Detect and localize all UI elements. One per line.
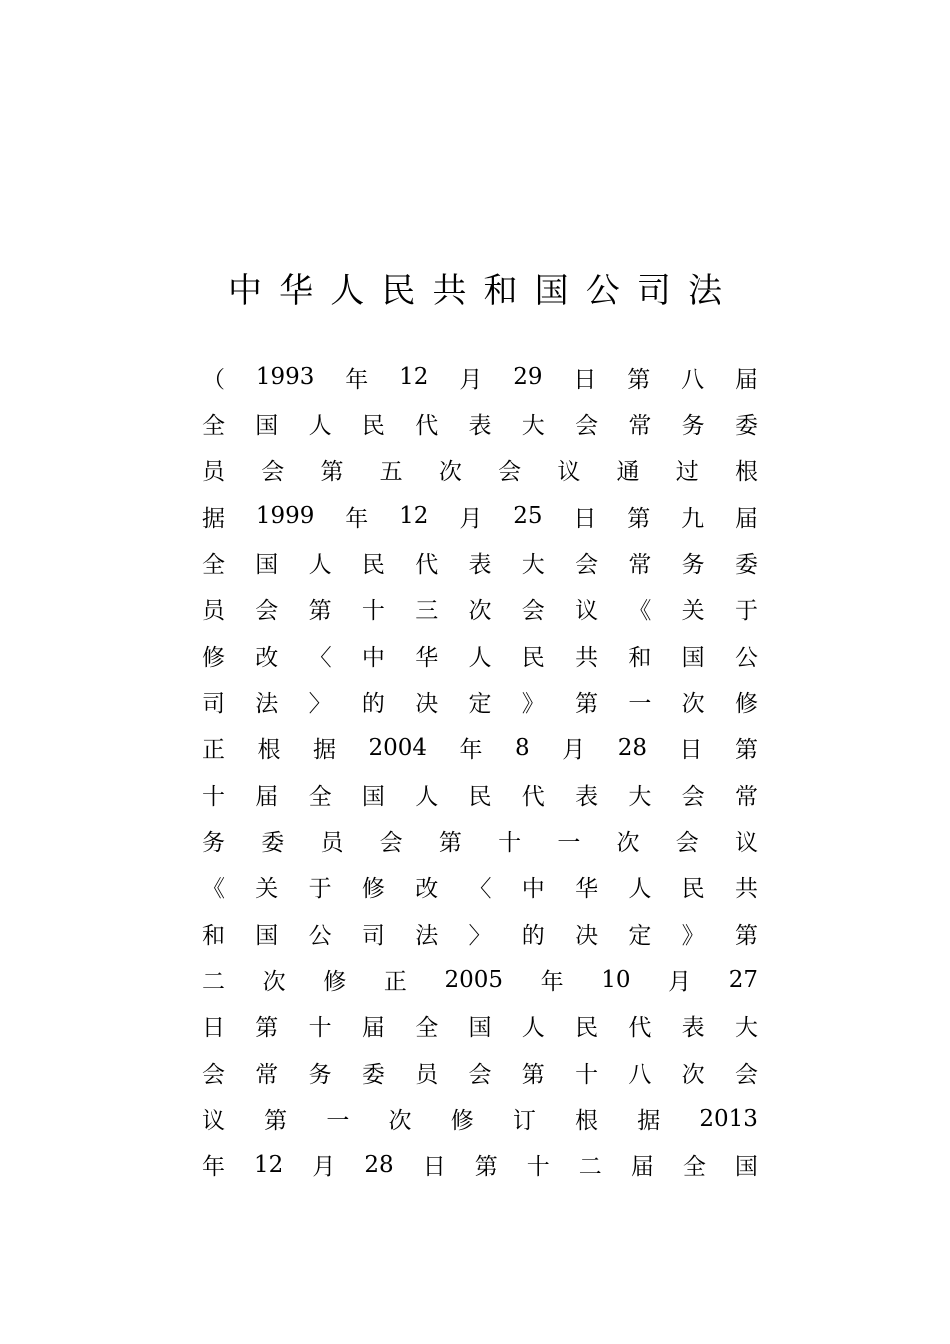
text-token: 届 bbox=[734, 505, 758, 532]
text-line bbox=[202, 824, 758, 858]
text-token: 务 bbox=[681, 551, 705, 578]
text-token: 常 bbox=[628, 551, 652, 578]
text-token: 会 bbox=[734, 1061, 758, 1088]
text-token: 次 bbox=[681, 1061, 705, 1088]
text-token: 表 bbox=[468, 551, 492, 578]
text-token: 司 bbox=[202, 690, 225, 717]
text-token: 月 bbox=[459, 366, 483, 393]
text-line bbox=[202, 1055, 758, 1089]
text-token: 和 bbox=[202, 922, 225, 949]
text-line bbox=[202, 870, 758, 904]
text-line bbox=[202, 638, 758, 672]
text-token: 次 bbox=[388, 1108, 412, 1135]
text-token: 第 bbox=[575, 690, 599, 717]
text-token: 五 bbox=[379, 459, 403, 486]
text-line bbox=[202, 684, 758, 718]
text-token: 关 bbox=[255, 876, 279, 903]
text-token: 共 bbox=[734, 876, 758, 903]
text-token: 8 bbox=[515, 734, 530, 761]
text-token: 二 bbox=[202, 969, 225, 996]
text-token: 正 bbox=[202, 737, 225, 764]
text-token: 委 bbox=[734, 412, 758, 439]
text-token: 第 bbox=[474, 1154, 498, 1181]
text-token: 12 bbox=[254, 1151, 284, 1178]
document-title bbox=[228, 262, 722, 312]
text-token: 第 bbox=[734, 737, 758, 764]
text-token: 2004 bbox=[368, 734, 428, 761]
text-token: 会 bbox=[681, 783, 705, 810]
text-token: 全 bbox=[682, 1154, 706, 1181]
text-token: 二 bbox=[578, 1154, 602, 1181]
title-character: 人 bbox=[330, 270, 365, 311]
text-token: 年 bbox=[202, 1154, 225, 1181]
text-token: 第 bbox=[521, 1061, 545, 1088]
text-token: 人 bbox=[308, 551, 332, 578]
text-token: 次 bbox=[438, 459, 462, 486]
title-character: 公 bbox=[585, 270, 620, 311]
text-token: 28 bbox=[364, 1151, 394, 1178]
text-token: 公 bbox=[308, 922, 332, 949]
text-line bbox=[202, 545, 758, 579]
text-token: 年 bbox=[459, 737, 483, 764]
text-line bbox=[202, 499, 758, 533]
text-token: 修 bbox=[202, 644, 225, 671]
title-character: 民 bbox=[381, 270, 416, 311]
text-line bbox=[202, 777, 758, 811]
text-token: 华 bbox=[415, 644, 439, 671]
text-token: 修 bbox=[450, 1108, 474, 1135]
text-token: 国 bbox=[255, 412, 279, 439]
text-token: 委 bbox=[361, 1061, 385, 1088]
text-token: 中 bbox=[361, 644, 385, 671]
text-token: 大 bbox=[628, 783, 652, 810]
text-token: 务 bbox=[681, 412, 705, 439]
text-token: 会 bbox=[575, 412, 599, 439]
text-token: 12 bbox=[399, 364, 429, 390]
text-token: 共 bbox=[575, 644, 599, 671]
text-token: 全 bbox=[415, 1015, 439, 1042]
text-token: （ bbox=[202, 366, 225, 393]
text-token: 据 bbox=[313, 737, 336, 764]
text-token: 员 bbox=[415, 1061, 439, 1088]
text-token: 十 bbox=[308, 1015, 332, 1042]
text-token: 公 bbox=[734, 644, 758, 671]
title-character: 国 bbox=[534, 270, 569, 311]
text-token: 次 bbox=[262, 969, 286, 996]
text-token: 十 bbox=[575, 1061, 599, 1088]
text-token: 议 bbox=[202, 1108, 225, 1135]
text-token: 届 bbox=[361, 1015, 385, 1042]
text-token: 日 bbox=[573, 505, 597, 532]
text-token: 员 bbox=[202, 459, 225, 486]
text-line bbox=[202, 1102, 758, 1136]
text-token: 第 bbox=[627, 505, 651, 532]
text-token: 订 bbox=[512, 1108, 536, 1135]
text-token: 大 bbox=[734, 1015, 758, 1042]
text-token: 29 bbox=[513, 364, 543, 390]
text-token: 会 bbox=[468, 1061, 492, 1088]
title-character: 中 bbox=[228, 270, 262, 311]
text-token: 月 bbox=[562, 737, 586, 764]
text-token: 表 bbox=[468, 412, 492, 439]
text-token: 法 bbox=[255, 690, 279, 717]
text-token: 国 bbox=[734, 1154, 758, 1181]
text-token: 九 bbox=[681, 505, 705, 532]
text-token: 民 bbox=[521, 644, 545, 671]
text-token: 议 bbox=[734, 830, 758, 856]
text-token: 28 bbox=[617, 734, 647, 761]
text-token: 务 bbox=[308, 1061, 332, 1088]
text-token: 十 bbox=[526, 1154, 550, 1181]
text-token: 《 bbox=[628, 598, 652, 625]
text-token: 全 bbox=[308, 783, 332, 810]
text-token: 人 bbox=[521, 1015, 545, 1042]
text-token: 过 bbox=[675, 459, 699, 486]
text-token: 代 bbox=[415, 551, 439, 578]
text-token: 据 bbox=[637, 1108, 661, 1135]
text-token: 议 bbox=[557, 459, 581, 486]
text-token: 决 bbox=[415, 690, 439, 717]
text-token: 27 bbox=[728, 966, 758, 993]
text-token: 一 bbox=[628, 690, 652, 717]
text-token: 常 bbox=[255, 1061, 279, 1088]
text-token: 十 bbox=[202, 783, 225, 810]
text-token: 日 bbox=[679, 737, 703, 764]
text-token: 全 bbox=[202, 412, 225, 439]
text-token: 〉 bbox=[308, 690, 332, 717]
text-token: 据 bbox=[202, 505, 225, 532]
text-token: 一 bbox=[557, 830, 581, 856]
text-token: 三 bbox=[415, 598, 439, 625]
text-token: 一 bbox=[326, 1108, 350, 1135]
text-token: 定 bbox=[628, 922, 652, 949]
text-token: 次 bbox=[616, 830, 640, 856]
text-token: 年 bbox=[345, 366, 369, 393]
text-token: 会 bbox=[261, 459, 285, 486]
text-token: 表 bbox=[575, 783, 599, 810]
text-token: 民 bbox=[361, 412, 385, 439]
text-token: 委 bbox=[734, 551, 758, 578]
text-token: 根 bbox=[734, 459, 758, 486]
text-token: 的 bbox=[521, 922, 545, 949]
text-line bbox=[202, 1009, 758, 1043]
text-token: 国 bbox=[255, 551, 279, 578]
text-token: 改 bbox=[255, 644, 279, 671]
text-token: 人 bbox=[415, 783, 439, 810]
text-token: 议 bbox=[575, 598, 599, 625]
text-token: 民 bbox=[681, 876, 705, 903]
text-token: 国 bbox=[681, 644, 705, 671]
text-token: 民 bbox=[575, 1015, 599, 1042]
text-token: 人 bbox=[628, 876, 652, 903]
text-token: 定 bbox=[468, 690, 492, 717]
text-token: 通 bbox=[616, 459, 640, 486]
text-token: 决 bbox=[575, 922, 599, 949]
text-token: 次 bbox=[681, 690, 705, 717]
text-token: 员 bbox=[202, 598, 225, 625]
text-token: 第 bbox=[320, 459, 344, 486]
text-token: 日 bbox=[573, 366, 597, 393]
text-token: 25 bbox=[513, 503, 543, 530]
text-token: 届 bbox=[630, 1154, 654, 1181]
text-token: 会 bbox=[575, 551, 599, 578]
text-token: 年 bbox=[540, 969, 564, 996]
text-token: 》 bbox=[521, 690, 545, 717]
text-token: 2005 bbox=[444, 966, 503, 993]
text-line bbox=[202, 1148, 758, 1182]
text-token: 日 bbox=[202, 1015, 225, 1042]
text-token: 2013 bbox=[699, 1105, 758, 1132]
text-token: 中 bbox=[521, 876, 545, 903]
text-token: 大 bbox=[521, 551, 545, 578]
text-token: 会 bbox=[202, 1061, 225, 1088]
text-token: 民 bbox=[361, 551, 385, 578]
text-token: 届 bbox=[734, 366, 758, 393]
text-token: 届 bbox=[255, 783, 279, 810]
text-token: 人 bbox=[468, 644, 492, 671]
text-token: 八 bbox=[628, 1061, 652, 1088]
text-token: 十 bbox=[498, 830, 522, 856]
text-line bbox=[202, 453, 758, 487]
text-token: 第 bbox=[255, 1015, 279, 1042]
text-token: 民 bbox=[468, 783, 492, 810]
text-token: 第 bbox=[308, 598, 332, 625]
text-line bbox=[202, 731, 758, 765]
text-token: 于 bbox=[734, 598, 758, 625]
text-token: 的 bbox=[361, 690, 385, 717]
text-token: 月 bbox=[312, 1154, 336, 1181]
text-token: 和 bbox=[628, 644, 652, 671]
text-line bbox=[202, 360, 758, 394]
text-token: 关 bbox=[681, 598, 705, 625]
text-token: 12 bbox=[399, 503, 429, 530]
text-token: 全 bbox=[202, 551, 225, 578]
text-line bbox=[202, 963, 758, 997]
text-token: 法 bbox=[415, 922, 439, 949]
text-token: 第 bbox=[627, 366, 651, 393]
text-token: 1999 bbox=[255, 503, 315, 530]
text-token: 委 bbox=[261, 830, 285, 856]
text-token: 1993 bbox=[255, 364, 315, 390]
text-token: 会 bbox=[255, 598, 279, 625]
title-character: 和 bbox=[483, 270, 518, 311]
text-token: 根 bbox=[257, 737, 281, 764]
text-token: 常 bbox=[734, 783, 758, 810]
text-token: 司 bbox=[361, 922, 385, 949]
text-token: 修 bbox=[361, 876, 385, 903]
text-line bbox=[202, 592, 758, 626]
text-token: 第 bbox=[438, 830, 462, 856]
title-character: 司 bbox=[636, 270, 671, 311]
text-token: 会 bbox=[379, 830, 403, 856]
text-token: 10 bbox=[601, 966, 631, 993]
text-token: 第 bbox=[734, 922, 758, 949]
text-token: 次 bbox=[468, 598, 492, 625]
title-character: 共 bbox=[432, 270, 467, 311]
text-token: 务 bbox=[202, 830, 225, 856]
text-token: 会 bbox=[521, 598, 545, 625]
text-token: 月 bbox=[459, 505, 483, 532]
text-token: 修 bbox=[734, 690, 758, 717]
text-token: 月 bbox=[668, 969, 692, 996]
text-token: 会 bbox=[675, 830, 699, 856]
text-token: 日 bbox=[422, 1154, 446, 1181]
text-token: 代 bbox=[521, 783, 545, 810]
text-token: 人 bbox=[308, 412, 332, 439]
title-character: 华 bbox=[279, 270, 314, 311]
text-token: 修 bbox=[323, 969, 347, 996]
text-token: 年 bbox=[345, 505, 369, 532]
text-token: 国 bbox=[255, 922, 279, 949]
text-token: 国 bbox=[361, 783, 385, 810]
text-token: 代 bbox=[415, 412, 439, 439]
text-token: 改 bbox=[415, 876, 439, 903]
text-token: 八 bbox=[681, 366, 705, 393]
text-token: 大 bbox=[521, 412, 545, 439]
text-token: 于 bbox=[308, 876, 332, 903]
text-line bbox=[202, 916, 758, 950]
text-token: 根 bbox=[575, 1108, 599, 1135]
text-token: 第 bbox=[264, 1108, 288, 1135]
text-token: 员 bbox=[320, 830, 344, 856]
text-token: 代 bbox=[628, 1015, 652, 1042]
text-token: 〈 bbox=[308, 644, 332, 671]
text-token: 国 bbox=[468, 1015, 492, 1042]
text-token: 》 bbox=[681, 922, 705, 949]
text-token: 华 bbox=[575, 876, 599, 903]
text-token: 《 bbox=[202, 876, 225, 903]
text-token: 十 bbox=[361, 598, 385, 625]
text-token: 〉 bbox=[468, 922, 492, 949]
title-character: 法 bbox=[687, 270, 722, 311]
text-token: 会 bbox=[498, 459, 522, 486]
text-line bbox=[202, 406, 758, 440]
text-token: 正 bbox=[383, 969, 407, 996]
text-token: 〈 bbox=[468, 876, 492, 903]
text-token: 常 bbox=[628, 412, 652, 439]
text-token: 表 bbox=[681, 1015, 705, 1042]
